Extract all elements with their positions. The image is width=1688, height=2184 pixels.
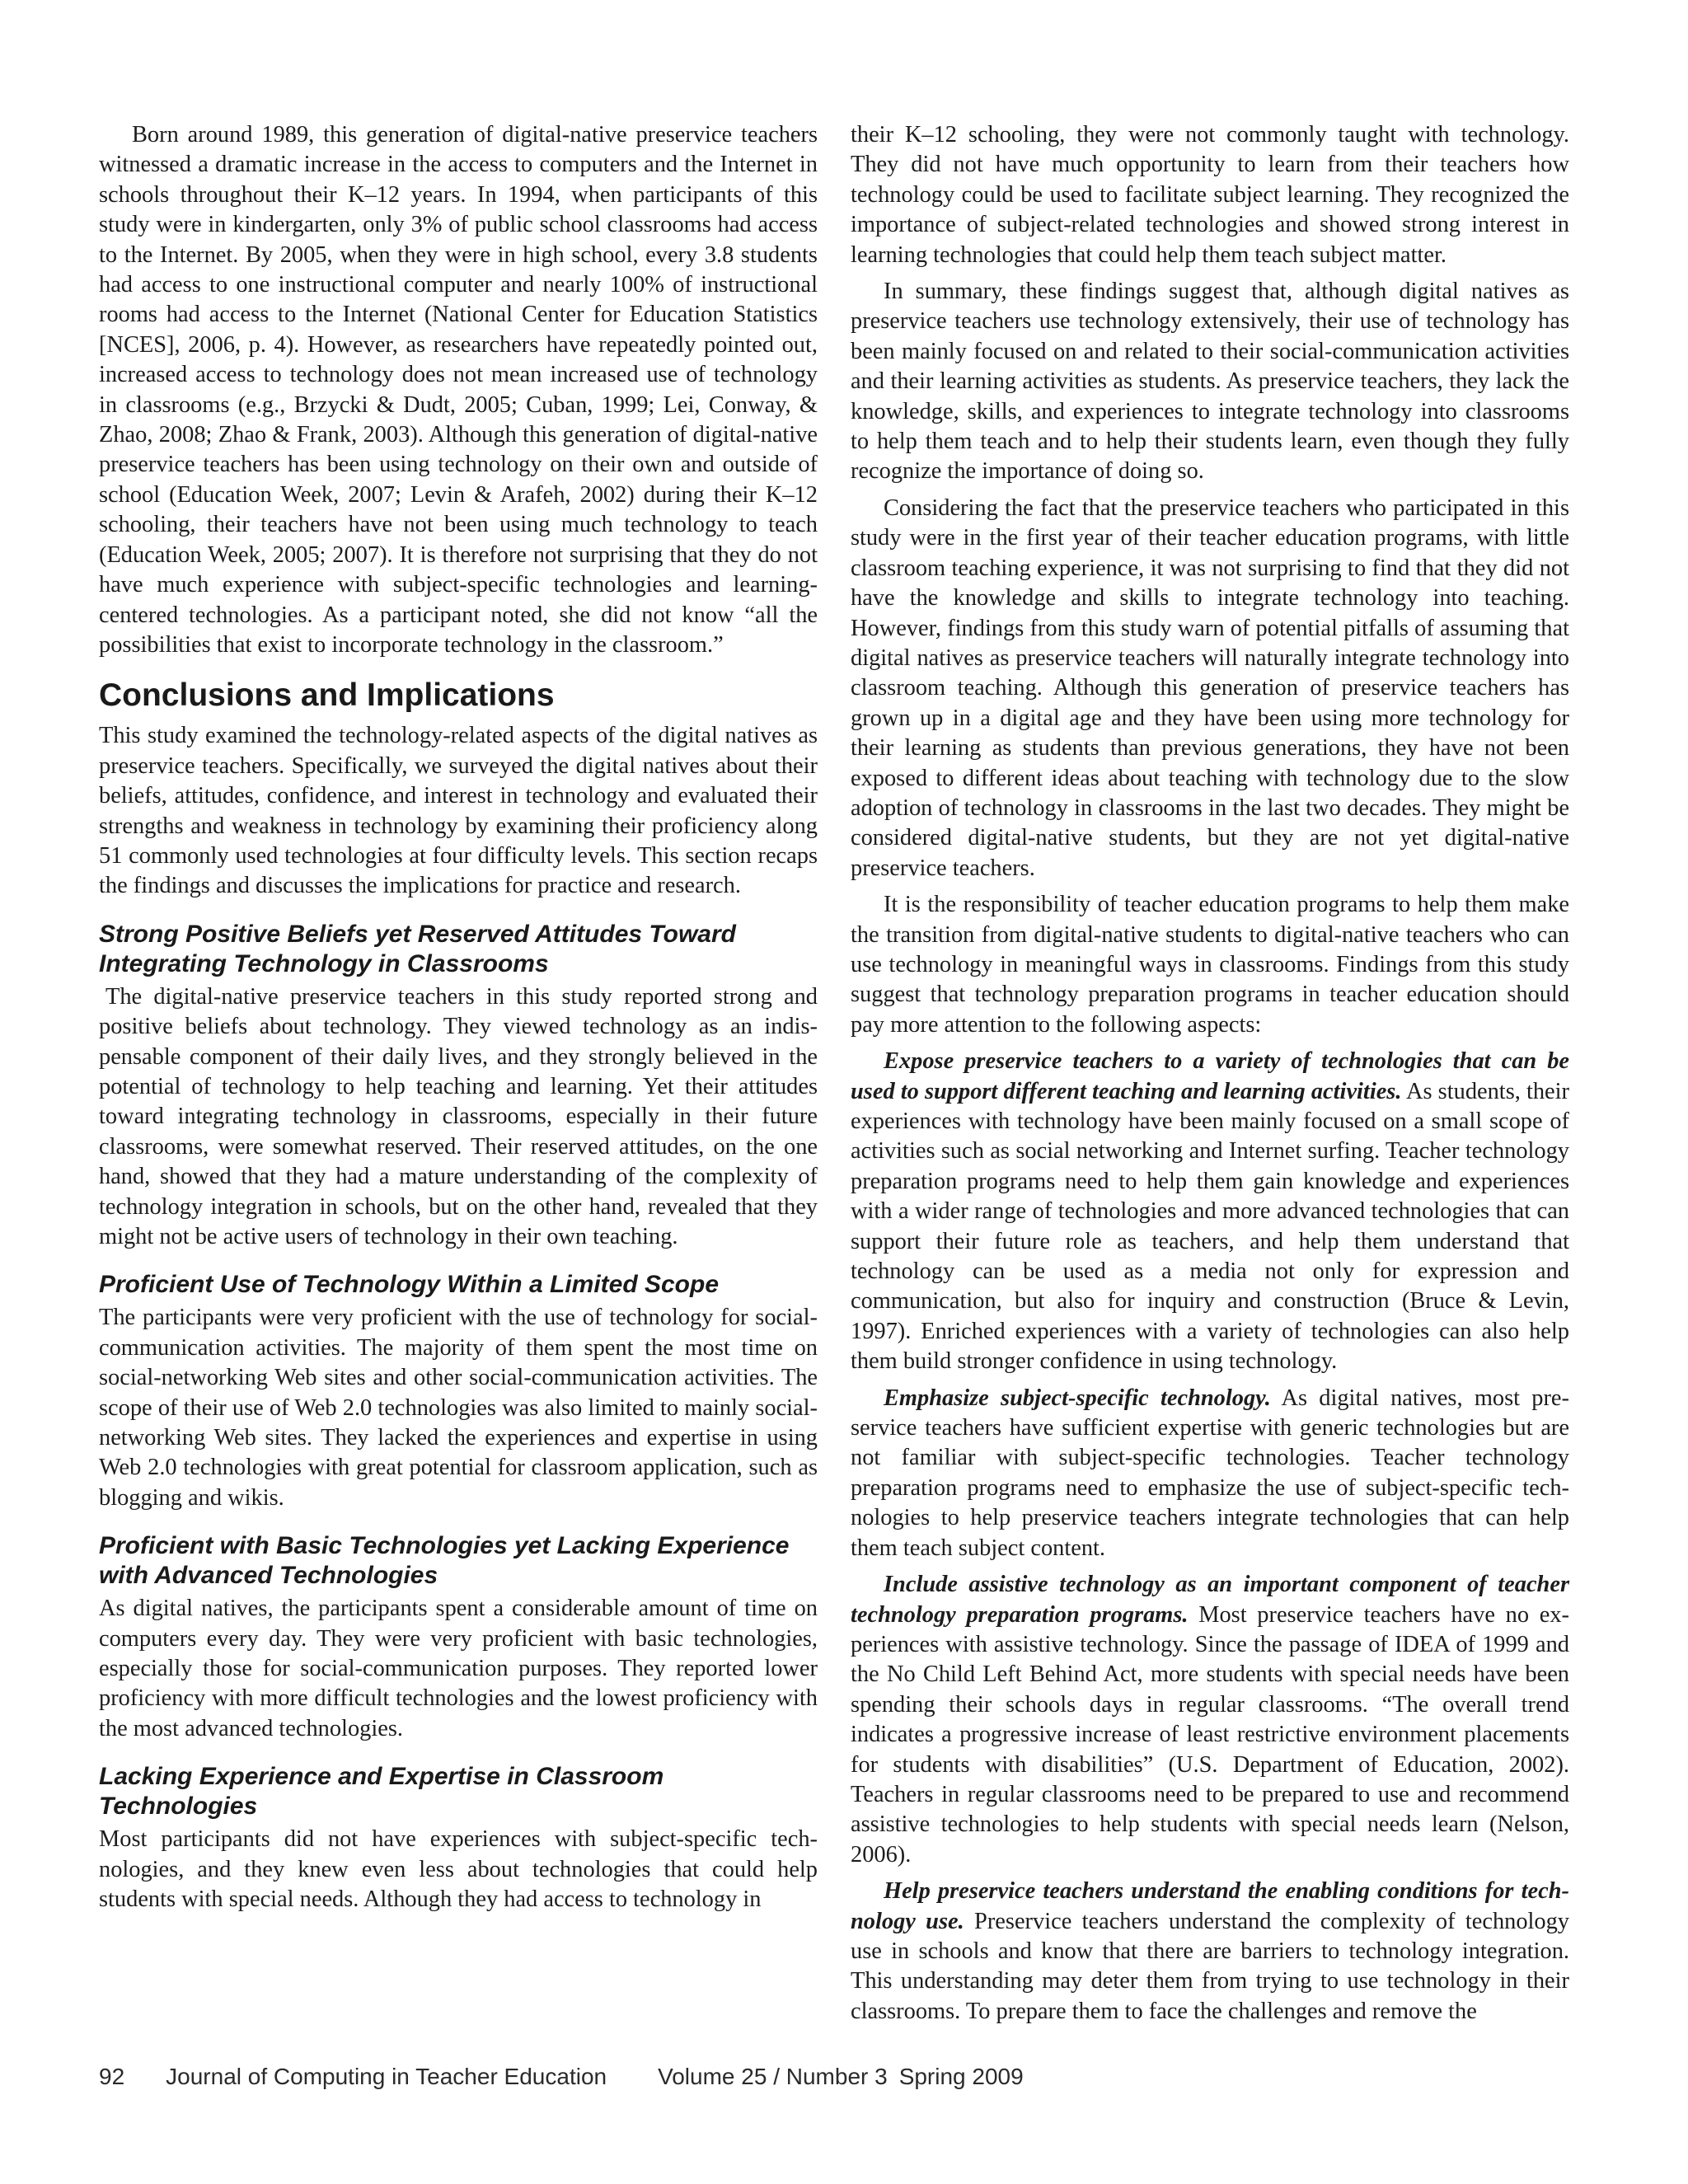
recommendation-paragraph — [851, 1047, 1569, 1376]
subheading: Proficient with Basic Technologies yet Lacking Experience with Advanced Technologies — [99, 1532, 790, 1590]
right-column — [851, 120, 1569, 2033]
paragraph: This study examined the technology-related aspects of the digital natives as preservice teachers. Specifically, we surveyed the digital natives about their beliefs, attitudes, confidence, and interest in technology and evaluated their strengths and weakness in technology by examining their proficiency along 51 commonly used technologies at four difficulty levels. This section recaps the findings and discusses the implications for practice and research. — [99, 723, 818, 899]
paragraph: As digital natives, the participants spent a considerable amount of time on computers every day. They were very proficient with basic technologies, especially those for social-communication purposes. They reported lower proficiency with more difficult technologies and the lowest proficiency with the most advanced technologies. — [99, 1596, 818, 1741]
paragraph: their K–12 schooling, they were not commonly taught with technology. They did not have much opportunity to learn from their teachers how technology could be used to facilitate subject learning. They recognized the importance of subject-related technologies and showed strong interest in learning technologies that could help them teach subject matter. — [851, 122, 1569, 268]
recommendation-lead: Include assistive technology as an important component of teacher technology preparation programs. — [851, 1572, 1569, 1628]
volume-number: Volume 25 / Number 3 — [658, 2064, 888, 2089]
recommendation-lead: Emphasize subject-specific technology. — [884, 1385, 1271, 1411]
paragraph: The participants were very proficient with the use of technology for social-communication activities. The majority of them spent the most time on social-networking Web sites and other social-communication activities. The scope of their use of Web 2.0 technologies was also limited to mainly social-networking Web sites. They lacked the experiences and expertise in using Web 2.0 technologies with great potential for classroom application, such as blogging and wikis. — [99, 1305, 818, 1511]
recommendation-body: Preservice teachers understand the complexity of technology use in schools and know that there are barriers to technology integration. This understanding may deter them from trying to use technology in their classrooms. To prepare them to face the challenges and remove the — [851, 1908, 1569, 2024]
recommendation-paragraph — [851, 1570, 1569, 1870]
paragraph: The digital-native preservice teachers in this study reported strong and positive beliefs about technology. They viewed technology as an indispensable component of their daily lives, and they strongly believed in the potential of technology to help teaching and learning. Yet their attitudes toward integrating technology in classrooms, especially in their future classrooms, were somewhat reserved. Their reserved attitudes, on the one hand, showed that they had a mature understanding of the complexity of technology integration in schools, but on the other hand, revealed that they might not be active users of technology in their own teaching. — [99, 983, 818, 1249]
paragraph: It is the responsibility of teacher education programs to help them make the transition from digital-native students to digital-native teachers who can use technology in meaningful ways in classrooms. Findings from this study suggest that technology preparation programs in teacher education should pay more attention to the following aspects: — [851, 892, 1569, 1038]
subheading: Strong Positive Beliefs yet Reserved Attitudes Toward Integrating Technology in Classrooms — [99, 920, 736, 977]
recommendation-lead: Help preservice teachers understand the enabling conditions for technology use. — [851, 1878, 1569, 1934]
paragraph: Born around 1989, this generation of digital-native preservice teachers witnessed a dramatic increase in the access to computers and the Internet in schools throughout their K–12 years. In 1994, when participants of this study were in kindergarten, only 3% of public school classrooms had access to the Internet. By 2005, when they were in high school, every 3.8 students had access to one instructional computer and nearly 100% of instructional rooms had access to the Internet (National Center for Education Statistics [NCES], 2006, p. 4). However, as researchers have repeatedly pointed out, increased access to technology does not mean increased use of technology in classrooms (e.g., Brzycki & Dudt, 2005; Cuban, 1999; Lei, Conway, & Zhao, 2008; Zhao & Frank, 2003). Although this generation of digital-native preservice teachers has been using technology on their own and outside of school (Education Week, 2007; Levin & Arafeh, 2002) during their K–12 schooling, their teachers have not been using much technology to teach (Education Week, 2005; 2007). It is therefore not surprising that they do not have much experience with subject-specific technologies and learning-centered technologies. As a participant noted, she did not know “all the possibilities that exist to incorporate technology in the classroom.” — [99, 122, 818, 658]
section-heading: Conclusions and Implications — [99, 677, 555, 714]
left-column — [99, 120, 818, 1922]
recommendation-body: As digital natives, most preservice teachers have sufficient expertise with generic technologies but are not familiar with subject-specific technologies. Teacher technology preparation programs need to emphasize the use of subject-specific technologies to help preservice teachers integrate technologies that can help them teach subject content. — [851, 1385, 1570, 1561]
paragraph: Considering the fact that the preservice teachers who participated in this study were in the first year of their teacher education programs, with little classroom teaching experience, it was not surprising to find that they did not have the knowledge and skills to integrate technology into teaching. However, findings from this study warn of potential pitfalls of assuming that digital natives as preservice teachers will naturally integrate technology into classroom teaching. Although this generation of preservice teachers has grown up in a digital age and they have been using more technology for their learning as students than previous generations, they have not been exposed to different ideas about teaching with technology due to the slow adoption of technology in classrooms in the last two decades. They might be considered digital-native students, but they are not yet digital-native preservice teachers. — [851, 494, 1569, 881]
subheading: Proficient Use of Technology Within a Limited Scope — [99, 1271, 720, 1299]
journal-title: Journal of Computing in Teacher Education — [166, 2064, 607, 2089]
page-footer — [99, 2064, 1024, 2090]
paragraph: Most participants did not have experiences with subject-specific technologies, and they knew even less about technologies that could help students with special needs. Although they had access to technology in — [99, 1826, 818, 1913]
recommendation-body: As students, their experiences with technology have been mainly focused on a small scope of activities such as social networking and Internet surfing. Teacher technology preparation programs need to help them gain knowledge and experiences with a wider range of technologies and more advanced technologies that can support their future role as teachers, and help them understand that technology can be used as a media not only for expression and communication, but also for inquiry and construction (Bruce & Levin, 1997). Enriched experiences with a variety of technologies can also help them build stronger confidence in using technology. — [851, 1078, 1569, 1375]
recommendation-paragraph — [851, 1384, 1569, 1563]
issue-date: Spring 2009 — [898, 2064, 1024, 2089]
recommendation-body: Most preservice teachers have no experiences with assistive technology. Since the passage of IDEA of 1999 and the No Child Left Behind Act, more students with special needs have been spending their schools days in regular classrooms. “The overall trend indicates a progressive increase of least restrictive environment placements for students with disabilities” (U.S. Department of Education, 2002). Teachers in regular classrooms need to be prepared to use and recommend assistive technologies to help students with special needs learn (Nelson, 2006). — [851, 1601, 1570, 1868]
paragraph: In summary, these findings suggest that, although digital natives as preservice teachers use technology extensively, their use of technology has been mainly focused on and related to their social-communication activities and their learning activities as students. As preservice teachers, they lack the knowledge, skills, and experiences to integrate technology into classrooms to help them teach and to help their students learn, even though they fully recognize the importance of doing so. — [851, 279, 1569, 485]
page-number: 92 — [99, 2064, 125, 2089]
recommendation-lead: Expose preservice teachers to a variety of technologies that can be used to support different teaching and learning activities. — [851, 1048, 1569, 1104]
recommendation-paragraph — [851, 1877, 1569, 2027]
subheading: Lacking Experience and Expertise in Classroom Technologies — [99, 1763, 664, 1821]
